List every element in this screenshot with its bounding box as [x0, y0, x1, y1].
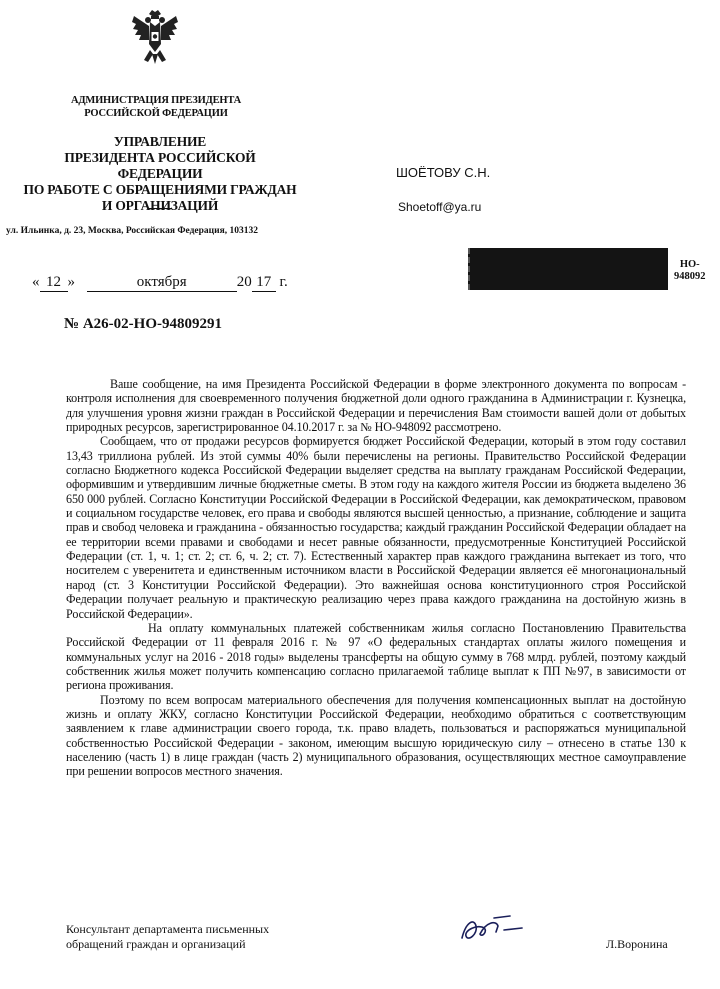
paragraph-1: Ваше сообщение, на имя Президента Российской Федерации в форме электронного документа по вопросам - контроля исполнения для своевременного получения бюджетной доли одного гражданина в Администрации г. Кузнецка, для улучшения уровня жизни граждан в Российской Федерации и перечисления Вам стоимости вашей доли от добытых природных ресурсов, зарегистрированное 04.10.2017 г. за № НО-948092 рассмотрено. [66, 377, 686, 435]
document-date [32, 274, 288, 292]
dept-line-4: И ОРГАНИЗАЦИЙ [101, 198, 219, 213]
date-open-quote: « [32, 274, 40, 290]
date-day: 12 [40, 274, 68, 292]
date-suffix: г. [279, 274, 288, 290]
paragraph-2: Сообщаем, что от продажи ресурсов формируется бюджет Российской Федерации, который в этом году составил 13,43 триллиона рублей. Из этой суммы 40% были перечислены на регионы. Правительство Российской Федерации согласно Бюджетного кодекса Российской Федерации выделяет средства на выплату гражданам Российской Федерации, оформившим и утвердившим личные бюджетные сметы. В этом году на каждого жителя России из бюджета выделено 36 650 000 рублей. Согласно Конституции Российской Федерации в Российской Федерации, как демократическом, правовом и социальном государстве человек, его права и свободы являются высшей ценностью, а признание, соблюдение и защита прав и свобод человека и гражданина - обязанностью государства; каждый гражданин Российской Федерации обладает на ее территории всеми правами и свободами и несет равные обязанности, предусмотренные Конституцией Российской Федерации (ст. 1, ч. 1; ст. 2; ст. 6, ч. 2; ст. 7). Естественный характер прав каждого гражданина вытекает из того, что носителем с уверенитета и единственным источником власти в Российской Федерации является её многонациональный народ (ст. 3 Конституции Российской Федерации). Это важнейшая основа конституционного строя Российской Федерации получает реальную и практическую реализацию через права каждого гражданина на достойную жизнь в Российской Федерации». [66, 434, 686, 621]
reference-label [674, 259, 706, 283]
sender-address: ул. Ильинка, д. 23, Москва, Российская Федерация, 103132 [6, 226, 258, 236]
admin-line-2: РОССИЙСКОЙ ФЕДЕРАЦИИ [84, 108, 228, 119]
dept-line-3: ПО РАБОТЕ С ОБРАЩЕНИЯМИ ГРАЖДАН [23, 182, 297, 197]
signatory-title-line-1: Консультант департамента письменных [66, 922, 270, 936]
reference-label-line-2: 948092 [674, 271, 706, 282]
paragraph-4: Поэтому по всем вопросам материального обеспечения для получения компенсационных выплат на достойную жизнь и оплату ЖКУ, согласно Конституции Российской Федерации, необходимо обратиться с соответствующим заявлением к главе администрации своего города, т.к. право владеть, пользоваться и распоряжаться муниципальной собственностью Российской Федерации - законом, имеющим высшую юридическую силу – отнесено в статье 130 к населению (часть 1) в лице граждан (часть 2) муниципального образования, осуществляющих местное самоуправление при решении вопросов местного значения. [66, 692, 686, 779]
date-year-suffix: 17 [252, 274, 276, 292]
reference-label-line-1: НО- [679, 259, 700, 270]
signatory-name: Л.Воронина [606, 937, 668, 951]
admin-line-1: АДМИНИСТРАЦИЯ ПРЕЗИДЕНТА [70, 95, 242, 106]
handwritten-signature-icon [452, 908, 532, 948]
heading-divider [148, 208, 172, 209]
double-headed-eagle-emblem-icon [130, 8, 180, 66]
dept-line-1: УПРАВЛЕНИЕ [113, 134, 207, 149]
date-year-prefix: 20 [236, 274, 252, 290]
signatory-title [66, 922, 269, 952]
date-close-quote: » [67, 274, 75, 290]
dept-line-2: ПРЕЗИДЕНТА РОССИЙСКОЙ ФЕДЕРАЦИИ [64, 150, 256, 181]
document-number: № А26-02-НО-94809291 [64, 316, 222, 332]
recipient-name: ШОЁТОВУ С.Н. [396, 165, 491, 180]
paragraph-3: На оплату коммунальных платежей собственникам жилья согласно Постановлению Правительства Российской Федерации от 11 февраля 2016 г. № 97 «О федеральных стандартах оплаты жилого помещения и коммунальных услуг на 2016 - 2018 годы» выделены трансферты на общую сумму в 768 млрд. рублей, поэтому каждый собственник жилья может получить компенсацию согласно прилагаемой таблице выплат к ПП №97, в зависимости от региона проживания. [66, 620, 686, 693]
administration-heading [60, 94, 252, 120]
letter-body [66, 377, 686, 779]
date-month: октября [87, 274, 237, 292]
signatory-title-line-2: обращений граждан и организаций [66, 937, 246, 951]
recipient-email: Shoetoff@ya.ru [398, 200, 482, 214]
department-heading [22, 134, 298, 214]
redacted-barcode [468, 248, 668, 290]
